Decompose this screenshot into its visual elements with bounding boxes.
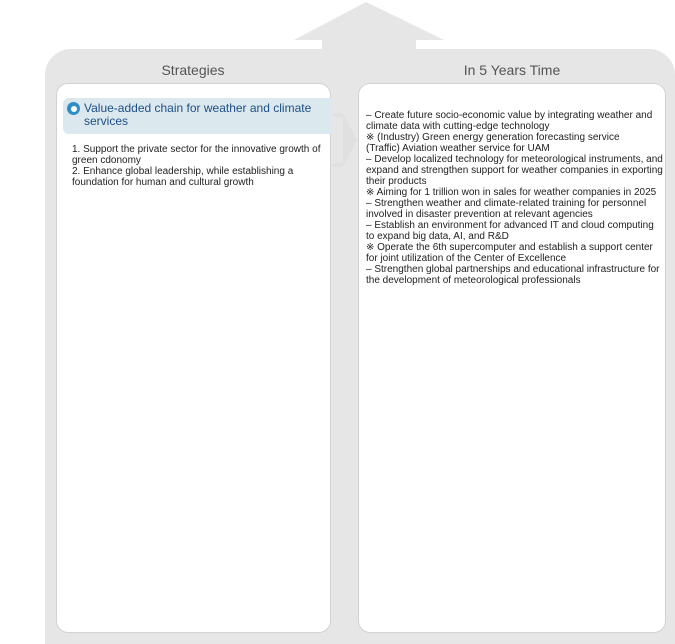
outlook-list <box>366 110 664 286</box>
strategies-column-title: Strategies <box>161 62 225 78</box>
outlook-line: (Traffic) Aviation weather service for UAM <box>366 143 550 154</box>
circle-bullet-icon <box>67 102 80 115</box>
five-years-column-title: In 5 Years Time <box>463 62 561 78</box>
outlook-line: – Strengthen global partnerships and educational infrastructure for the development of meteorological professionals <box>366 264 660 286</box>
value-chain-heading: Value-added chain for weather and climate services <box>84 101 312 128</box>
outlook-line: – Create future socio-economic value by integrating weather and climate data with cutting-edge technology <box>366 110 653 132</box>
outlook-line: ※ Aiming for 1 trillion won in sales for weather companies in 2025 <box>366 187 657 198</box>
outlook-line: – Strengthen weather and climate-related training for personnel involved in disaster prevention at relevant agencies <box>366 198 647 220</box>
right-arrow-icon <box>333 113 359 167</box>
outlook-line: – Develop localized technology for meteorological instruments, and expand and strengthen support for weather companies in exporting their products <box>366 154 663 187</box>
strategy-list <box>72 144 324 188</box>
outlook-line: ※ Operate the 6th supercomputer and establish a support center for joint utilization of the Center of Excellence <box>366 242 653 264</box>
outlook-line: ※ (Industry) Green energy generation forecasting service <box>366 132 620 143</box>
strategy-item: 1. Support the private sector for the innovative growth of green cdonomy <box>72 144 321 166</box>
strategy-item: 2. Enhance global leadership, while establishing a foundation for human and cultural growth <box>72 166 294 188</box>
outlook-line: – Establish an environment for advanced IT and cloud computing to expand big data, AI, and R&D <box>366 220 654 242</box>
